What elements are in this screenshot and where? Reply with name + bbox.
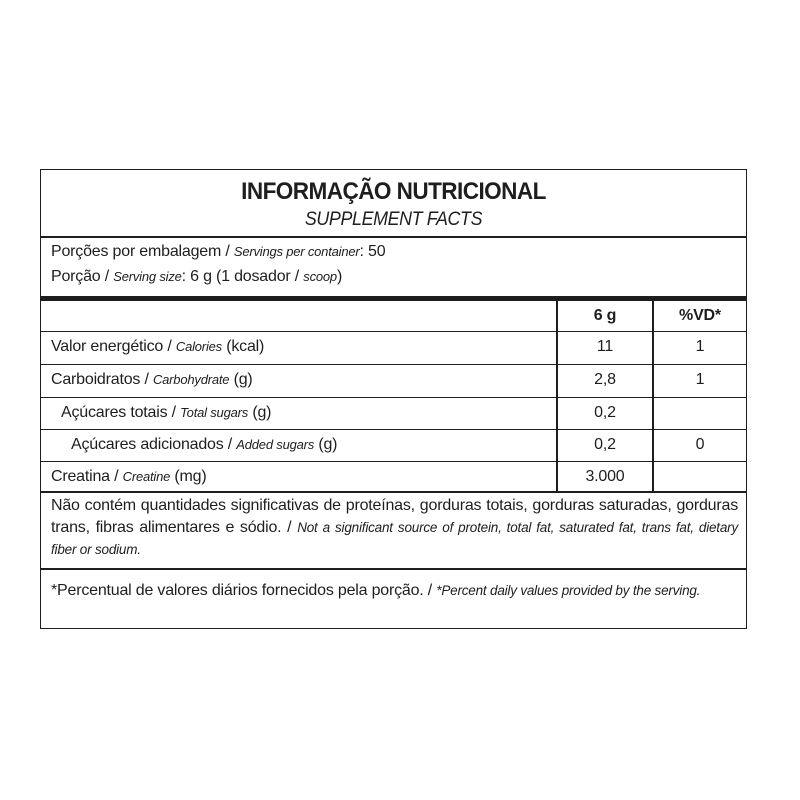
nutrition-facts-label xyxy=(40,169,747,629)
serving-size: Porção / Serving size: 6 g (1 dosador / scoop) xyxy=(51,268,343,285)
column-header-amount: 6 g xyxy=(593,307,617,324)
divider-table-bottom xyxy=(41,491,746,493)
row-dv: 1 xyxy=(695,338,705,355)
row-label: Açúcares adicionados / Added sugars (g) xyxy=(71,436,338,453)
row-dv: 0 xyxy=(695,436,705,453)
row-label: Creatina / Creatine (mg) xyxy=(51,468,207,485)
daily-value-footnote: *Percentual de valores diários fornecidos pela porção. / *Percent daily values provided by the serving. xyxy=(51,582,701,599)
column-divider xyxy=(652,301,654,492)
column-divider xyxy=(556,301,558,492)
table-row xyxy=(41,462,746,493)
row-dv: 1 xyxy=(695,371,705,388)
table-row xyxy=(41,365,746,396)
table-header-row xyxy=(41,301,746,332)
servings-per-container: Porções por embalagem / Servings per container: 50 xyxy=(51,243,386,260)
label-title: INFORMAÇÃO NUTRICIONAL xyxy=(241,178,546,205)
label-subtitle: SUPPLEMENT FACTS xyxy=(304,209,483,230)
row-label: Açúcares totais / Total sugars (g) xyxy=(61,404,272,421)
divider-footnote xyxy=(41,568,746,570)
not-significant-note: Não contém quantidades significativas de proteínas, gorduras totais, gorduras saturadas, gorduras trans, fibras alimentares e sódio. / Not a significant source of protein, total fat, saturated fat, trans fat, dietary fiber or sodium. xyxy=(51,497,739,557)
row-amount: 0,2 xyxy=(594,404,616,421)
row-label: Carboidratos / Carbohydrate (g) xyxy=(51,371,253,388)
table-row xyxy=(41,398,746,429)
table-row xyxy=(41,332,746,363)
row-amount: 2,8 xyxy=(594,371,616,388)
row-amount: 11 xyxy=(596,338,614,355)
row-amount: 3.000 xyxy=(585,468,625,485)
table-row xyxy=(41,430,746,461)
row-amount: 0,2 xyxy=(594,436,616,453)
row-label: Valor energético / Calories (kcal) xyxy=(51,338,265,355)
column-header-dv: %VD* xyxy=(679,307,721,324)
divider-title xyxy=(41,236,746,238)
